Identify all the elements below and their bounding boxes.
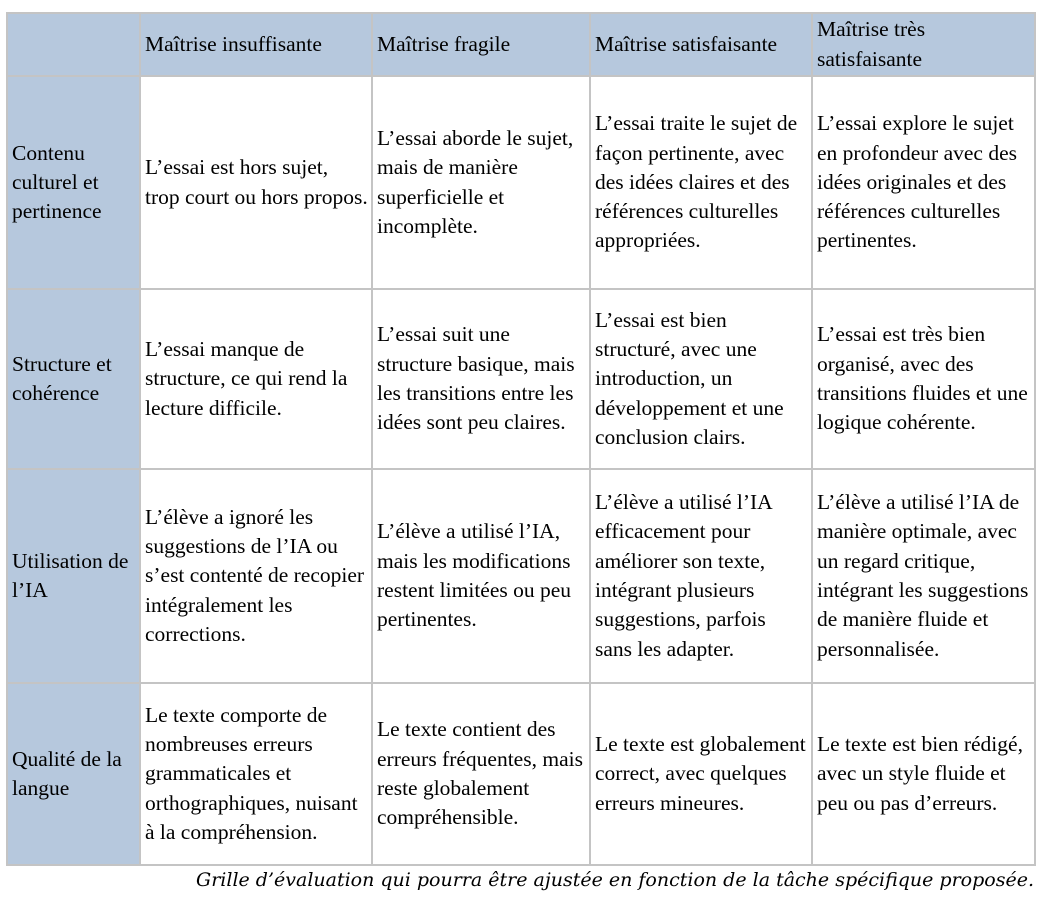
table-cell: Le texte est globalement correct, avec quelques erreurs mineures. — [590, 683, 812, 865]
table-cell: L’essai manque de structure, ce qui rend la lecture difficile. — [140, 289, 372, 469]
table-cell: L’élève a ignoré les suggestions de l’IA ou s’est contenté de recopier intégralement les corrections. — [140, 469, 372, 683]
table-row — [7, 76, 1035, 289]
table-row — [7, 469, 1035, 683]
column-header-tres-satisfaisante: Maîtrise très satisfaisante — [812, 13, 1035, 76]
table-cell: Le texte est bien rédigé, avec un style fluide et peu ou pas d’erreurs. — [812, 683, 1035, 865]
table-row — [7, 683, 1035, 865]
table-row — [7, 289, 1035, 469]
table-cell: L’essai est hors sujet, trop court ou hors propos. — [140, 76, 372, 289]
column-header-fragile: Maîtrise fragile — [372, 13, 590, 76]
table-cell: L’essai est bien structuré, avec une introduction, un développement et une conclusion clairs. — [590, 289, 812, 469]
table-cell: L’essai est très bien organisé, avec des transitions fluides et une logique cohérente. — [812, 289, 1035, 469]
header-row — [7, 13, 1035, 76]
table-cell: Le texte contient des erreurs fréquentes, mais reste globalement compréhensible. — [372, 683, 590, 865]
row-header-contenu: Contenu culturel et pertinence — [7, 76, 140, 289]
table-cell: L’essai explore le sujet en profondeur avec des idées originales et des références culturelles pertinentes. — [812, 76, 1035, 289]
table-cell: L’élève a utilisé l’IA, mais les modifications restent limitées ou peu pertinentes. — [372, 469, 590, 683]
row-header-qualite-langue: Qualité de la langue — [7, 683, 140, 865]
corner-cell — [7, 13, 140, 76]
column-header-satisfaisante: Maîtrise satisfaisante — [590, 13, 812, 76]
table-cell: Le texte comporte de nombreuses erreurs grammaticales et orthographiques, nuisant à la compréhension. — [140, 683, 372, 865]
table-caption: Grille d’évaluation qui pourra être ajustée en fonction de la tâche spécifique proposée. — [196, 869, 1034, 891]
table-cell: L’élève a utilisé l’IA de manière optimale, avec un regard critique, intégrant les suggestions de manière fluide et personnalisée. — [812, 469, 1035, 683]
table-cell: L’essai suit une structure basique, mais les transitions entre les idées sont peu claires. — [372, 289, 590, 469]
table-cell: L’essai aborde le sujet, mais de manière superficielle et incomplète. — [372, 76, 590, 289]
row-header-utilisation-ia: Utilisation de l’IA — [7, 469, 140, 683]
row-header-structure: Structure et cohérence — [7, 289, 140, 469]
table-cell: L’essai traite le sujet de façon pertinente, avec des idées claires et des références culturelles appropriées. — [590, 76, 812, 289]
table-cell: L’élève a utilisé l’IA efficacement pour améliorer son texte, intégrant plusieurs suggestions, parfois sans les adapter. — [590, 469, 812, 683]
evaluation-rubric-table — [6, 12, 1036, 866]
column-header-insuffisante: Maîtrise insuffisante — [140, 13, 372, 76]
